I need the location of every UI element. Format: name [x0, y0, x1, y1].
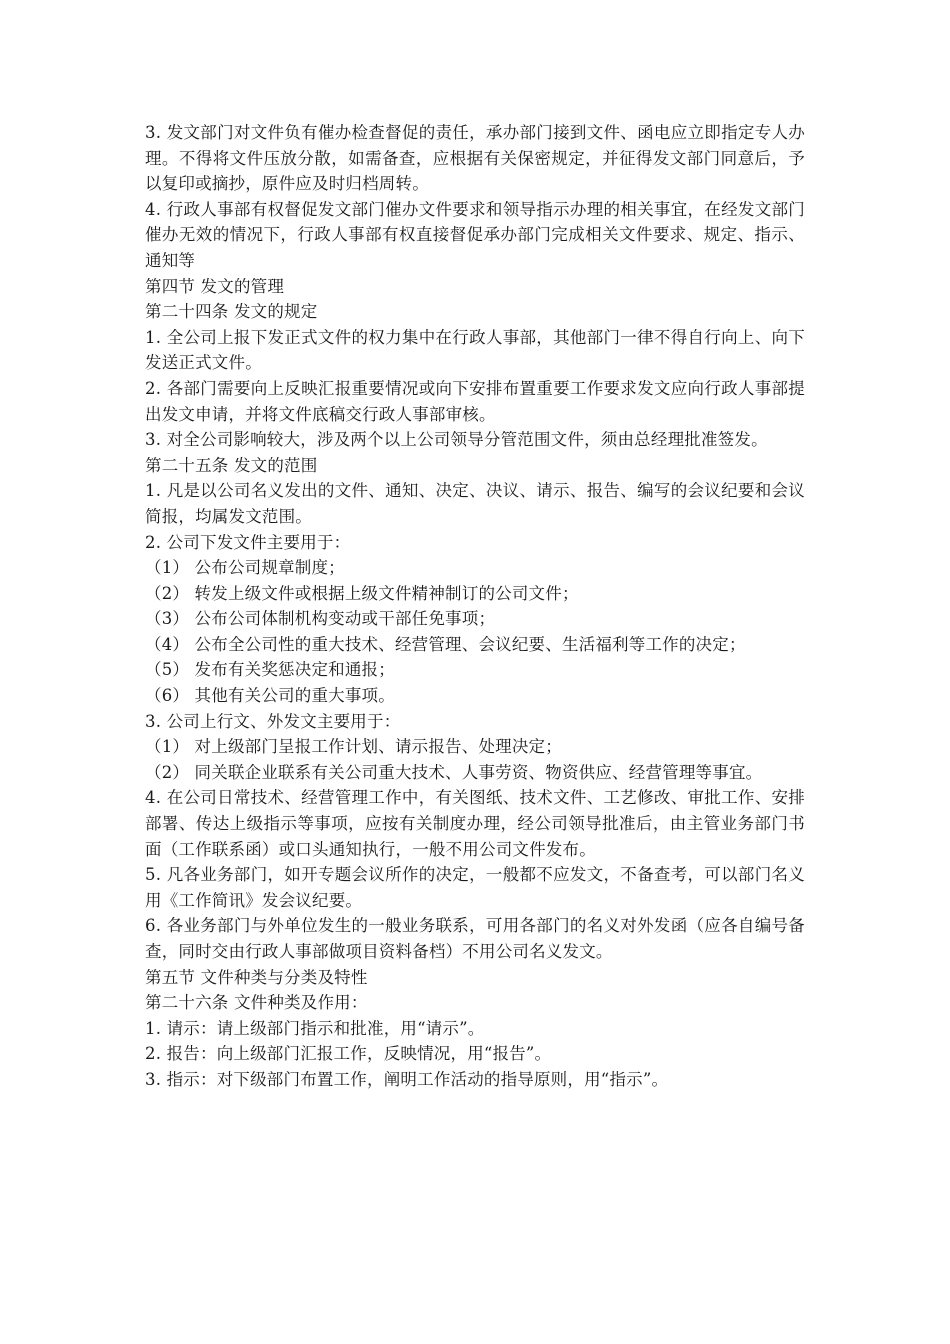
article-heading-25: 第二十五条 发文的范围	[145, 455, 318, 475]
section-heading-5: 第五节 文件种类与分类及特性	[145, 967, 368, 987]
paragraph-4: 2. 各部门需要向上反映汇报重要情况或向下安排布置重要工作要求发文应向行政人事部提出发文申请，并将文件底稿交行政人事部审核。	[145, 378, 805, 424]
list-item: （5） 发布有关奖惩决定和通报；	[145, 660, 395, 680]
paragraph-11: 6. 各业务部门与外单位发生的一般业务联系，可用各部门的名义对外发函（应各自编号备查，同时交由行政人事部做项目资料备档）不用公司名义发文。	[145, 916, 805, 961]
list-item: （1） 公布公司规章制度；	[145, 558, 345, 578]
paragraph-8: 3. 公司上行文、外发文主要用于：	[145, 711, 401, 731]
list-item: （2） 同关联企业联系有关公司重大技术、人事劳资、物资供应、经营管理等事宜。	[145, 762, 763, 782]
article-heading-26: 第二十六条 文件种类及作用：	[145, 993, 368, 1013]
list-item: （6） 其他有关公司的重大事项。	[145, 686, 395, 706]
section-heading-4: 第四节 发文的管理	[145, 276, 285, 296]
paragraph-1: 3. 发文部门对文件负有催办检查督促的责任，承办部门接到文件、函电应立即指定专人办理。不得将文件压放分散，如需备查，应根据有关保密规定，并征得发文部门同意后，予以复印或摘抄，原件应及时归档周转。	[145, 123, 805, 194]
paragraph-2: 4. 行政人事部有权督促发文部门催办文件要求和领导指示办理的相关事宜，在经发文部门催办无效的情况下，行政人事部有权直接督促承办部门完成相关文件要求、规定、指示、通知等	[145, 199, 805, 270]
list-item: 2. 报告：向上级部门汇报工作，反映情况，用“报告”。	[145, 1044, 552, 1064]
paragraph-9: 4. 在公司日常技术、经营管理工作中，有关图纸、技术文件、工艺修改、审批工作、安排部署、传达上级指示等事项，应按有关制度办理，经公司领导批准后，由主管业务部门书面（工作联系函）或口头通知执行，一般不用公司文件发布。	[145, 788, 805, 859]
document-body	[145, 120, 805, 1093]
list-item: （1） 对上级部门呈报工作计划、请示报告、处理决定；	[145, 737, 562, 757]
list-item: （4） 公布全公司性的重大技术、经营管理、会议纪要、生活福利等工作的决定；	[145, 634, 746, 654]
paragraph-6: 1. 凡是以公司名义发出的文件、通知、决定、决议、请示、报告、编写的会议纪要和会议简报，均属发文范围。	[145, 481, 805, 526]
paragraph-5: 3. 对全公司影响较大，涉及两个以上公司领导分管范围文件，须由总经理批准签发。	[145, 430, 768, 450]
list-item: 3. 指示：对下级部门布置工作，阐明工作活动的指导原则，用“指示”。	[145, 1069, 669, 1089]
paragraph-3: 1. 全公司上报下发正式文件的权力集中在行政人事部，其他部门一律不得自行向上、向下发送正式文件。	[145, 327, 805, 373]
list-item: 1. 请示：请上级部门指示和批准，用“请示”。	[145, 1018, 485, 1038]
list-item: （3） 公布公司体制机构变动或干部任免事项；	[145, 609, 496, 629]
paragraph-10: 5. 凡各业务部门，如开专题会议所作的决定，一般都不应发文，不备查考，可以部门名义用《工作简讯》发会议纪要。	[145, 865, 805, 910]
paragraph-7: 2. 公司下发文件主要用于：	[145, 532, 351, 552]
list-item: （2） 转发上级文件或根据上级文件精神制订的公司文件；	[145, 583, 579, 603]
article-heading-24: 第二十四条 发文的规定	[145, 302, 318, 322]
